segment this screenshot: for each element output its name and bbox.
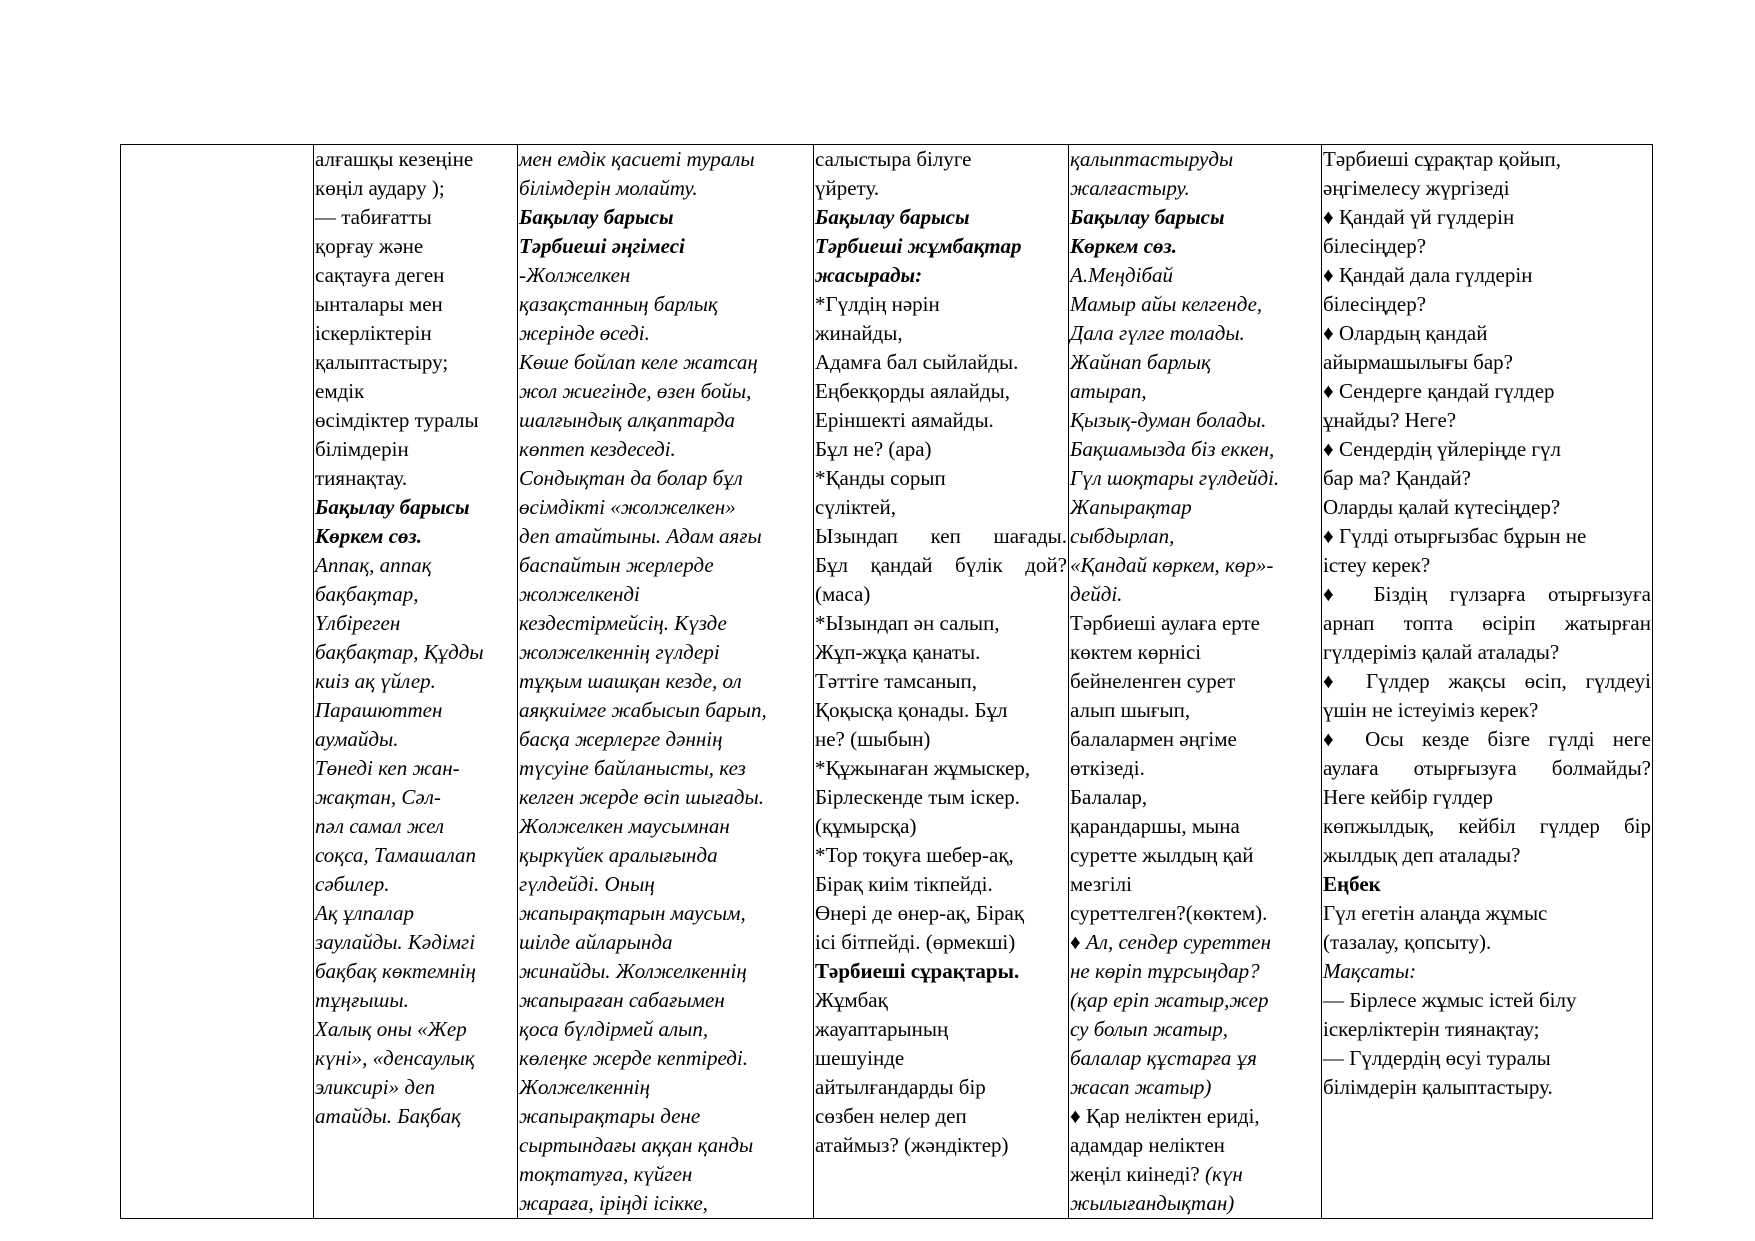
text-line: сақтауға деген bbox=[315, 263, 445, 287]
text-line: бар ма? Қандай? bbox=[1323, 466, 1471, 490]
text-line: жапыраған сабағымен bbox=[519, 988, 725, 1012]
text-line: Тәрбиеші сұрақтар қойып, bbox=[1323, 147, 1562, 171]
text-fragment: (күн bbox=[1205, 1162, 1243, 1186]
table-row bbox=[121, 145, 1653, 1219]
text-line: көңіл аудару ); bbox=[315, 176, 445, 200]
text-line: бақбақтар, Құдды bbox=[315, 640, 484, 664]
cell-riddles bbox=[814, 145, 1069, 1219]
text-line: атаймыз? (жәндіктер) bbox=[815, 1133, 1009, 1157]
text-line: Жолжелкеннің bbox=[519, 1075, 651, 1099]
text-line: қалыптастыруды bbox=[1070, 147, 1234, 171]
text-line: Бақшамызда біз еккен, bbox=[1070, 437, 1275, 461]
text-line: Тәрбиеші сұрақтары. bbox=[815, 959, 1020, 983]
text-line: Көркем сөз. bbox=[315, 524, 422, 548]
text-line: не көріп тұрсыңдар? bbox=[1070, 959, 1260, 983]
text-line: жеңіл киінеді? (күн bbox=[1070, 1162, 1243, 1186]
text-line: кездестірмейсің. Күзде bbox=[519, 611, 727, 635]
text-line: адамдар неліктен bbox=[1070, 1133, 1225, 1157]
text-line: деп атайтыны. Адам аяғы bbox=[519, 524, 762, 548]
text-line: Еңбек bbox=[1323, 872, 1381, 896]
text-line: үйрету. bbox=[815, 176, 880, 200]
text-line: ♦ Ал, сендер суреттен bbox=[1070, 930, 1272, 954]
text-line: білімдерін bbox=[315, 437, 409, 461]
text-line: баспайтын жерлерде bbox=[519, 553, 714, 577]
text-line: Жолжелкен маусымнан bbox=[519, 814, 730, 838]
lesson-plan-table bbox=[120, 144, 1653, 1219]
text-line: тоқтатуға, күйген bbox=[519, 1162, 693, 1186]
text-line: А.Меңдібай bbox=[1070, 263, 1174, 287]
text-line: суреттелген?(көктем). bbox=[1070, 901, 1268, 925]
text-line: жол жиегінде, өзен бойы, bbox=[519, 379, 752, 403]
text-line: жауаптарының bbox=[815, 1017, 949, 1041]
text-line: қорғау және bbox=[315, 234, 424, 258]
text-line: Бірлескенде тым іскер. bbox=[815, 785, 1020, 809]
text-line: мен емдік қасиеті туралы bbox=[519, 147, 755, 171]
text-line: алғашқы кезеңіне bbox=[315, 147, 474, 171]
text-line: ♦ Гүлдер жақсы өсіп, гүлдеуі bbox=[1323, 669, 1651, 693]
text-line: (құмырсқа) bbox=[815, 814, 917, 838]
text-line: үшін не істеуіміз керек? bbox=[1323, 698, 1539, 722]
text-line: Дала гүлге толады. bbox=[1070, 321, 1245, 345]
text-line: қалыптастыру; bbox=[315, 350, 449, 374]
text-line: Қоқысқа қонады. Бұл bbox=[815, 698, 1008, 722]
cell-questions bbox=[1322, 145, 1653, 1219]
text-line: Бақылау барысы bbox=[315, 495, 470, 519]
text-line: ♦ Сендердің үйлеріңде гүл bbox=[1323, 437, 1561, 461]
text-line: жолжелкенді bbox=[519, 582, 640, 606]
text-line: білімдерін молайту. bbox=[519, 176, 698, 200]
text-line: ♦ Қандай дала гүлдерін bbox=[1323, 263, 1533, 287]
text-line: бақбақ көктемнің bbox=[315, 959, 476, 983]
text-line: сыбдырлап, bbox=[1070, 524, 1175, 548]
text-line: жасап жатыр) bbox=[1070, 1075, 1212, 1099]
text-line: (қар еріп жатыр,жер bbox=[1070, 988, 1269, 1012]
text-line: Гүл шоқтары гүлдейді. bbox=[1070, 466, 1280, 490]
text-line: Көше бойлап келе жатсаң bbox=[519, 350, 758, 374]
text-line: келген жерде өсіп шығады. bbox=[519, 785, 764, 809]
text-line: іскерліктерін тиянақтау; bbox=[1323, 1017, 1540, 1041]
text-line: бақбақтар, bbox=[315, 582, 419, 606]
text-line: көпжылдық, кейбіл гүлдер бір bbox=[1323, 814, 1651, 838]
text-line: балалар құстарға ұя bbox=[1070, 1046, 1257, 1070]
text-line: ♦ Қандай үй гүлдерін bbox=[1323, 205, 1515, 229]
text-line: ♦ Біздің гүлзарға отырғызуға bbox=[1323, 582, 1651, 606]
text-line: Халық оны «Жер bbox=[315, 1017, 467, 1041]
text-line: алып шығып, bbox=[1070, 698, 1191, 722]
text-line: күні», «денсаулық bbox=[315, 1046, 475, 1070]
text-line: Еңбекқорды аялайды, bbox=[815, 379, 1011, 403]
text-line: су болып жатыр, bbox=[1070, 1017, 1229, 1041]
text-line: Балалар, bbox=[1070, 785, 1148, 809]
text-line: көлеңке жерде кептіреді. bbox=[519, 1046, 748, 1070]
text-line: тиянақтау. bbox=[315, 466, 408, 490]
text-line: *Құжынаған жұмыскер, bbox=[815, 756, 1031, 780]
text-line: аяқкиімге жабысып барып, bbox=[519, 698, 767, 722]
text-line: жинайды, bbox=[815, 321, 903, 345]
text-line: Бірақ киім тікпейді. bbox=[815, 872, 993, 896]
text-line: мезгілі bbox=[1070, 872, 1132, 896]
text-line: аулаға отырғызуға болмайды? bbox=[1323, 756, 1651, 780]
text-line: Өнері де өнер-ақ, Бірақ bbox=[815, 901, 1025, 925]
text-line: жасырады: bbox=[815, 263, 923, 287]
text-line: Тәрбиеші аулаға ерте bbox=[1070, 611, 1261, 635]
text-line: балалармен әңгіме bbox=[1070, 727, 1237, 751]
text-line: істеу керек? bbox=[1323, 553, 1431, 577]
text-line: жинайды. Жолжелкеннің bbox=[519, 959, 747, 983]
text-line: қарандаршы, мына bbox=[1070, 814, 1240, 838]
text-line: Бұл не? (ара) bbox=[815, 437, 932, 461]
text-line: Төнеді кеп жан- bbox=[315, 756, 460, 780]
text-line: атырап, bbox=[1070, 379, 1147, 403]
text-line: өсімдіктер туралы bbox=[315, 408, 479, 432]
text-line: аумайды. bbox=[315, 727, 399, 751]
text-line: салыстыра білуге bbox=[815, 147, 972, 171]
text-line: тұқым шашқан кезде, ол bbox=[519, 669, 742, 693]
text-line: Көркем сөз. bbox=[1070, 234, 1177, 258]
text-line: заулайды. Кәдімгі bbox=[315, 930, 476, 954]
text-line: эликсирі» деп bbox=[315, 1075, 436, 1099]
text-line: (маса) bbox=[815, 582, 871, 606]
text-line: Мамыр айы келгенде, bbox=[1070, 292, 1263, 316]
text-line: гүлдейді. Оның bbox=[519, 872, 655, 896]
text-line: ♦ Гүлді отырғызбас бұрын не bbox=[1323, 524, 1587, 548]
text-line: іскерліктерін bbox=[315, 321, 432, 345]
text-line: Гүл егетін алаңда жұмыс bbox=[1323, 901, 1548, 925]
text-line: не? (шыбын) bbox=[815, 727, 931, 751]
text-line: түсуіне байланысты, кез bbox=[519, 756, 746, 780]
text-line: пәл самал жел bbox=[315, 814, 445, 838]
text-line: сүліктей, bbox=[815, 495, 897, 519]
text-line: — Бірлесе жұмыс істей білу bbox=[1323, 988, 1577, 1012]
text-line: соқса, Тамашалап bbox=[315, 843, 476, 867]
text-line: суретте жылдың қай bbox=[1070, 843, 1254, 867]
text-line: білесіңдер? bbox=[1323, 292, 1427, 316]
text-line: жалғастыру. bbox=[1070, 176, 1190, 200]
text-line: қыркүйек аралығында bbox=[519, 843, 718, 867]
text-line: Бақылау барысы bbox=[1070, 205, 1225, 229]
text-line: Тәрбиеші жұмбақтар bbox=[815, 234, 1022, 258]
text-line: *Қанды сорып bbox=[815, 466, 946, 490]
text-line: ♦ Сендерге қандай гүлдер bbox=[1323, 379, 1555, 403]
text-line: Неге кейбір гүлдер bbox=[1323, 785, 1493, 809]
text-line: өткізеді. bbox=[1070, 756, 1145, 780]
text-line: басқа жерлерге дәннің bbox=[519, 727, 723, 751]
text-line: *Тор тоқуға шебер-ақ, bbox=[815, 843, 1014, 867]
text-line: Парашюттен bbox=[315, 698, 443, 722]
text-line: өсімдікті «жолжелкен» bbox=[519, 495, 736, 519]
text-line: жерінде өседі. bbox=[519, 321, 650, 345]
text-line: жақтан, Сәл- bbox=[315, 785, 441, 809]
text-line: *Гүлдің нәрін bbox=[815, 292, 940, 316]
text-line: жылығандықтан) bbox=[1070, 1191, 1235, 1215]
text-line: ♦ Осы кезде бізге гүлді неге bbox=[1323, 727, 1651, 751]
cell-observation bbox=[518, 145, 814, 1219]
text-line: (тазалау, қопсыту). bbox=[1323, 930, 1492, 954]
text-line: жараға, іріңді ісікке, bbox=[519, 1191, 708, 1215]
text-line: Қызық-думан болады. bbox=[1070, 408, 1267, 432]
text-line: қоса бүлдірмей алып, bbox=[519, 1017, 709, 1041]
text-line: дейді. bbox=[1070, 582, 1123, 606]
text-line: «Қандай көркем, көр»- bbox=[1070, 553, 1274, 577]
text-line: сәбилер. bbox=[315, 872, 390, 896]
cell-poem bbox=[1069, 145, 1322, 1219]
text-line: гүлдеріміз қалай аталады? bbox=[1323, 640, 1560, 664]
text-line: сыртындағы аққан қанды bbox=[519, 1133, 754, 1157]
text-line: ♦ Олардың қандай bbox=[1323, 321, 1488, 345]
text-line: Еріншекті аямайды. bbox=[815, 408, 994, 432]
text-line: Аппақ, аппақ bbox=[315, 553, 432, 577]
text-line: Жұмбақ bbox=[815, 988, 888, 1012]
cell-empty bbox=[121, 145, 314, 1219]
text-line: білесіңдер? bbox=[1323, 234, 1427, 258]
text-line: жылдық деп аталады? bbox=[1323, 843, 1521, 867]
text-line: әңгімелесу жүргізеді bbox=[1323, 176, 1510, 200]
text-line: Бақылау барысы bbox=[815, 205, 970, 229]
text-line: Ызындап кеп шағады. bbox=[815, 524, 1067, 548]
text-line: -Жолжелкен bbox=[519, 263, 631, 287]
text-line: шешуінде bbox=[815, 1046, 905, 1070]
text-line: Тәрбиеші әңгімесі bbox=[519, 234, 685, 258]
text-line: — табиғатты bbox=[315, 205, 432, 229]
text-line: ісі бітпейді. (өрмекші) bbox=[815, 930, 1016, 954]
text-line: шілде айларында bbox=[519, 930, 673, 954]
text-line: Оларды қалай күтесіңдер? bbox=[1323, 495, 1561, 519]
text-line: ынталары мен bbox=[315, 292, 443, 316]
text-line: тұңғышы. bbox=[315, 988, 409, 1012]
text-line: Үлбіреген bbox=[315, 611, 401, 635]
text-line: Сондықтан да болар бұл bbox=[519, 466, 743, 490]
text-line: Ақ ұлпалар bbox=[315, 901, 414, 925]
text-line: жапырақтары дене bbox=[519, 1104, 701, 1128]
text-line: көптеп кездеседі. bbox=[519, 437, 676, 461]
text-line: сөзбен нелер деп bbox=[815, 1104, 967, 1128]
text-line: Жұп-жұқа қанаты. bbox=[815, 640, 981, 664]
text-line: бейнеленген сурет bbox=[1070, 669, 1236, 693]
text-line: киіз ақ үйлер. bbox=[315, 669, 436, 693]
text-line: қазақстанның барлық bbox=[519, 292, 718, 316]
text-line: Бұл қандай бүлік дой? bbox=[815, 553, 1067, 577]
text-line: Тәттіге тамсанып, bbox=[815, 669, 978, 693]
text-line: жапырақтарын маусым, bbox=[519, 901, 746, 925]
text-line: айырмашылығы бар? bbox=[1323, 350, 1513, 374]
text-line: атайды. Бақбақ bbox=[315, 1104, 461, 1128]
text-line: емдік bbox=[315, 379, 365, 403]
cell-goals bbox=[314, 145, 518, 1219]
text-line: Жапырақтар bbox=[1070, 495, 1192, 519]
text-line: шалғындық алқаптарда bbox=[519, 408, 736, 432]
text-line: жолжелкеннің гүлдері bbox=[519, 640, 720, 664]
text-line: көктем көрнісі bbox=[1070, 640, 1202, 664]
text-line: білімдерін қалыптастыру. bbox=[1323, 1075, 1553, 1099]
text-line: арнап топта өсіріп жатырған bbox=[1323, 611, 1651, 635]
text-line: ♦ Қар неліктен ериді, bbox=[1070, 1104, 1260, 1128]
text-line: Бақылау барысы bbox=[519, 205, 674, 229]
text-line: Адамға бал сыйлайды. bbox=[815, 350, 1019, 374]
text-line: Жайнап барлық bbox=[1070, 350, 1211, 374]
text-line: Мақсаты: bbox=[1323, 959, 1417, 983]
text-line: — Гүлдердің өсуі туралы bbox=[1323, 1046, 1551, 1070]
text-line: ұнайды? Неге? bbox=[1323, 408, 1457, 432]
text-line: айтылғандарды бір bbox=[815, 1075, 986, 1099]
text-line: *Ызындап ән салып, bbox=[815, 611, 1000, 635]
